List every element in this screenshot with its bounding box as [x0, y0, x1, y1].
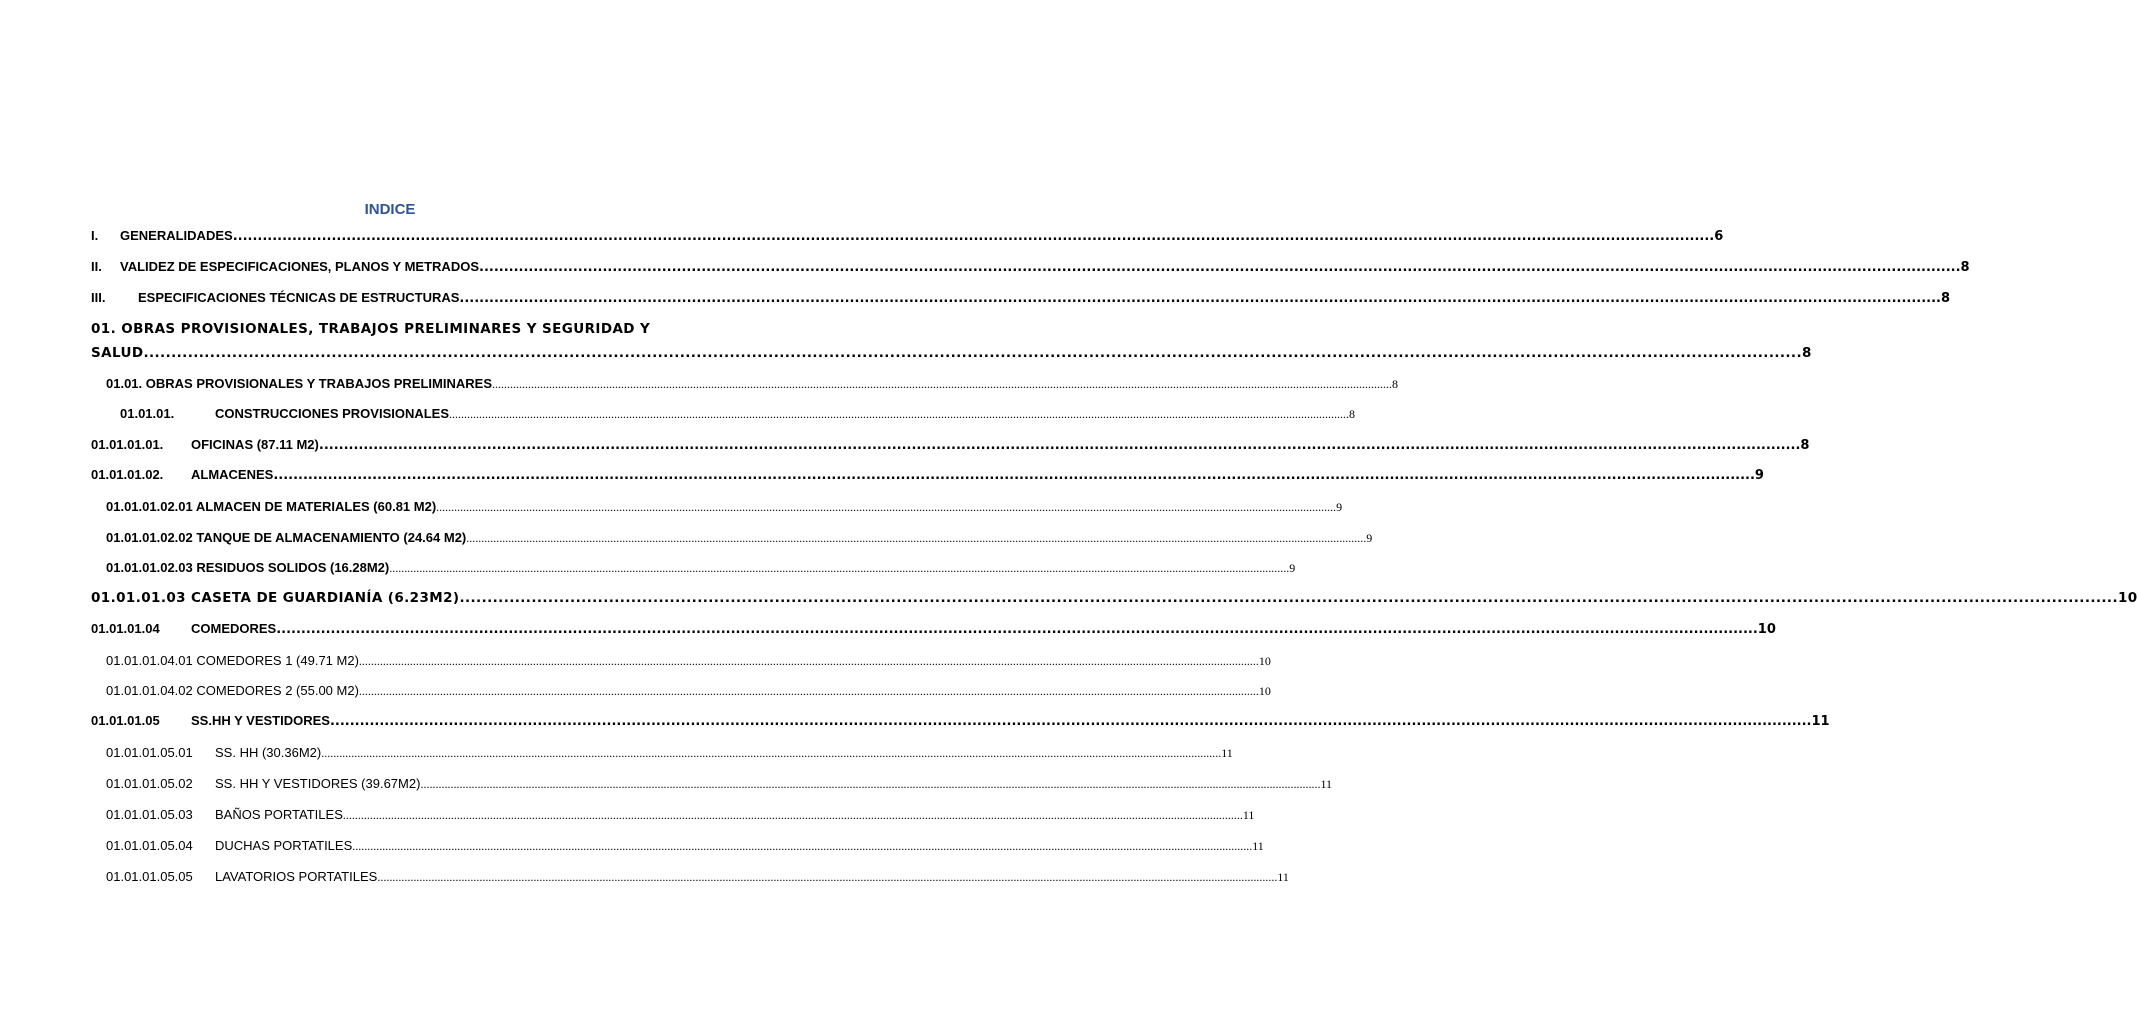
toc-dot-leader: ............................................................................................................................................................................................................................................................................................................	[436, 500, 1337, 514]
toc-entry-label: 01.01. OBRAS PROVISIONALES Y TRABAJOS PRELIMINARES	[106, 376, 492, 391]
toc-entry-number: III.	[91, 290, 106, 305]
toc-entry-label: BAÑOS PORTATILES	[215, 807, 343, 822]
toc-entry-label: COMEDORES	[191, 621, 277, 636]
toc-dot-leader: ............................................................................................................................................................................................................................................................................................................	[459, 291, 1941, 306]
toc-entry-label: 01.01.01.04.01 COMEDORES 1 (49.71 M2)	[106, 653, 359, 668]
toc-dot-leader: ............................................................................................................................................................................................................................................................................................................	[143, 345, 1802, 361]
toc-entry[interactable]	[91, 228, 1724, 244]
toc-entry-number: I.	[91, 228, 99, 243]
toc-dot-leader: ............................................................................................................................................................................................................................................................................................................	[329, 714, 1812, 729]
toc-entry[interactable]	[120, 406, 1356, 422]
toc-entry[interactable]	[106, 530, 1373, 546]
toc-entry[interactable]	[106, 376, 1398, 392]
toc-page-number: 11	[1320, 777, 1332, 791]
toc-entry[interactable]	[106, 776, 1332, 792]
toc-dot-leader: ............................................................................................................................................................................................................................................................................................................	[420, 777, 1321, 791]
toc-entry-number: 01.01.01.05.04	[106, 838, 193, 853]
toc-page-number: 11	[1221, 746, 1233, 760]
toc-entry-number: 01.01.01.05.03	[106, 807, 193, 822]
toc-entry-label: 01.01.01.03 CASETA DE GUARDIANÍA (6.23M2)	[91, 590, 460, 606]
toc-entry[interactable]	[106, 838, 1264, 854]
toc-entry-label: SS.HH Y VESTIDORES	[191, 713, 330, 728]
toc-dot-leader: ............................................................................................................................................................................................................................................................................................................	[358, 684, 1259, 698]
toc-entry[interactable]	[91, 259, 1970, 275]
toc-dot-leader: ............................................................................................................................................................................................................................................................................................................	[321, 746, 1222, 760]
toc-page-number: 10	[1757, 622, 1776, 637]
toc-entry-number: II.	[91, 259, 102, 274]
toc-dot-leader: ............................................................................................................................................................................................................................................................................................................	[273, 468, 1755, 483]
toc-page-number: 11	[1242, 808, 1255, 822]
toc-dot-leader: ............................................................................................................................................................................................................................................................................................................	[389, 561, 1290, 575]
toc-page-number: 10	[1258, 684, 1271, 698]
toc-dot-leader: ............................................................................................................................................................................................................................................................................................................	[352, 839, 1253, 853]
toc-page-number: 9	[1289, 561, 1296, 575]
toc-entry-label: 01.01.01.02.03 RESIDUOS SOLIDOS (16.28M2)	[106, 560, 390, 575]
toc-entry-label: GENERALIDADES	[120, 228, 233, 243]
toc-dot-leader: ............................................................................................................................................................................................................................................................................................................	[377, 870, 1278, 884]
toc-dot-leader: ............................................................................................................................................................................................................................................................................................................	[459, 590, 2118, 606]
toc-entry[interactable]	[106, 745, 1233, 761]
toc-entry[interactable]	[91, 621, 1776, 637]
toc-page-number: 8	[1802, 345, 1812, 361]
toc-entry-label: SALUD	[91, 345, 144, 361]
toc-entry-number: 01.01.01.02.	[91, 467, 164, 482]
toc-page-number: 9	[1366, 531, 1373, 545]
toc-entry[interactable]	[106, 807, 1255, 823]
toc-entry-number: 01.01.01.05.02	[106, 776, 193, 791]
toc-title: INDICE	[364, 201, 416, 218]
toc-entry-label: 01.01.01.02.02 TANQUE DE ALMACENAMIENTO (24.64 M2)	[106, 530, 467, 545]
toc-page-number: 8	[1349, 407, 1356, 421]
toc-page-number: 11	[1277, 870, 1289, 884]
toc-page-number: 11	[1252, 839, 1264, 853]
toc-page-number: 8	[1940, 291, 1951, 306]
toc-entry-label: 01.01.01.02.01 ALMACEN DE MATERIALES (60.81 M2)	[106, 499, 437, 514]
toc-entry-label: LAVATORIOS PORTATILES	[215, 869, 378, 884]
toc-entry-heading-line: 01. OBRAS PROVISIONALES, TRABAJOS PRELIMINARES Y SEGURIDAD Y	[91, 321, 651, 337]
toc-entry-label: SS. HH (30.36M2)	[215, 745, 322, 760]
toc-entry-label: CONSTRUCCIONES PROVISIONALES	[215, 406, 450, 421]
toc-entry[interactable]	[91, 467, 1764, 483]
toc-entry[interactable]	[91, 437, 1810, 453]
toc-page-number: 8	[1960, 260, 1970, 275]
toc-entry-label: 01.01.01.04.02 COMEDORES 2 (55.00 M2)	[106, 683, 359, 698]
toc-entry[interactable]	[91, 290, 1951, 306]
toc-entry-label: OFICINAS (87.11 M2)	[191, 437, 319, 452]
toc-entry[interactable]	[106, 499, 1343, 515]
toc-dot-leader: ............................................................................................................................................................................................................................................................................................................	[449, 407, 1350, 421]
toc-page-number: 10	[2118, 590, 2138, 606]
toc-page-number: 9	[1754, 468, 1764, 483]
toc-page-number: 9	[1336, 500, 1343, 514]
toc-page-number: 6	[1714, 229, 1724, 244]
toc-entry-number: 01.01.01.05.01	[106, 745, 193, 760]
toc-entry[interactable]	[106, 560, 1296, 576]
toc-entry-label: VALIDEZ DE ESPECIFICACIONES, PLANOS Y METRADOS	[120, 259, 479, 274]
toc-entry-number: 01.01.01.	[120, 406, 175, 421]
toc-page-number: 11	[1811, 714, 1830, 729]
toc-dot-leader: ............................................................................................................................................................................................................................................................................................................	[492, 377, 1392, 391]
toc-entry-number: 01.01.01.04	[91, 621, 160, 636]
toc-entry[interactable]	[106, 653, 1271, 669]
toc-entry[interactable]	[91, 345, 1812, 361]
toc-page-number: 8	[1800, 438, 1810, 453]
toc-dot-leader: ............................................................................................................................................................................................................................................................................................................	[479, 260, 1961, 275]
toc-dot-leader: ............................................................................................................................................................................................................................................................................................................	[358, 654, 1259, 668]
toc-dot-leader: ............................................................................................................................................................................................................................................................................................................	[318, 438, 1801, 453]
toc-entry-label: SS. HH Y VESTIDORES (39.67M2)	[215, 776, 421, 791]
toc-entry-label: ALMACENES	[191, 467, 274, 482]
toc-entry[interactable]	[106, 869, 1289, 885]
toc-dot-leader: ............................................................................................................................................................................................................................................................................................................	[466, 531, 1367, 545]
toc-dot-leader: ............................................................................................................................................................................................................................................................................................................	[342, 808, 1243, 822]
toc-entry[interactable]	[91, 713, 1830, 729]
toc-page-number: 8	[1392, 377, 1398, 391]
toc-entry-number: 01.01.01.05.05	[106, 869, 193, 884]
toc-entry-number: 01.01.01.05	[91, 713, 160, 728]
toc-entry-number: 01.01.01.01.	[91, 437, 164, 452]
toc-entry-label: DUCHAS PORTATILES	[215, 838, 353, 853]
toc-entry[interactable]	[106, 683, 1271, 699]
toc-entry[interactable]	[91, 590, 2138, 606]
toc-entry-label: ESPECIFICACIONES TÉCNICAS DE ESTRUCTURAS	[138, 290, 460, 305]
toc-page-number: 10	[1258, 654, 1271, 668]
toc-dot-leader: ............................................................................................................................................................................................................................................................................................................	[276, 622, 1758, 637]
toc-dot-leader: ............................................................................................................................................................................................................................................................................................................	[232, 229, 1715, 244]
